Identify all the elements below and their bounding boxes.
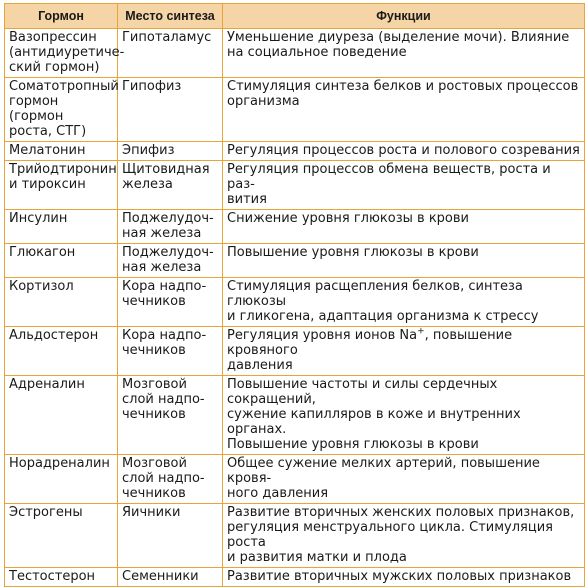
- table-row: [5, 78, 585, 142]
- hormone-cell: Инсулин: [5, 210, 118, 244]
- site-cell: Эпифиз: [118, 142, 223, 161]
- table-row: [5, 455, 585, 504]
- header-hormone: Гормон: [5, 4, 118, 29]
- functions-cell: Регуляция процессов роста и полового созревания: [223, 142, 585, 161]
- site-cell: Кора надпо- чечников: [118, 278, 223, 327]
- hormone-cell: Глюкагон: [5, 244, 118, 278]
- hormone-table: [4, 3, 585, 587]
- site-cell: Поджелудоч- ная железа: [118, 244, 223, 278]
- table-row: [5, 210, 585, 244]
- hormone-cell: Кортизол: [5, 278, 118, 327]
- functions-cell: Общее сужение мелких артерий, повышение кровя- ного давления: [223, 455, 585, 504]
- table-row: [5, 142, 585, 161]
- table-row: [5, 504, 585, 568]
- table-row: [5, 161, 585, 210]
- site-cell: Гипоталамус: [118, 29, 223, 78]
- hormone-cell: Вазопрессин (антидиуретиче- ский гормон): [5, 29, 118, 78]
- functions-cell: Стимуляция расщепления белков, синтеза глюкозы и гликогена, адаптация организма к стрессу: [223, 278, 585, 327]
- table-row: [5, 29, 585, 78]
- site-cell: Кора надпо- чечников: [118, 327, 223, 376]
- functions-text-post: , повышение кровяного давления: [227, 328, 513, 373]
- superscript-plus: +: [417, 326, 425, 337]
- table-row: [5, 244, 585, 278]
- functions-cell: Снижение уровня глюкозы в крови: [223, 210, 585, 244]
- table-row: [5, 376, 585, 455]
- table-row: [5, 327, 585, 376]
- hormone-cell: Адреналин: [5, 376, 118, 455]
- hormone-cell: Эстрогены: [5, 504, 118, 568]
- hormone-cell: Соматотропный гормон (гормон роста, СТГ): [5, 78, 118, 142]
- functions-cell: Уменьшение диуреза (выделение мочи). Влияние на социальное поведение: [223, 29, 585, 78]
- site-cell: Щитовидная железа: [118, 161, 223, 210]
- functions-cell: Повышение уровня глюкозы в крови: [223, 244, 585, 278]
- hormone-cell: Норадреналин: [5, 455, 118, 504]
- site-cell: Гипофиз: [118, 78, 223, 142]
- functions-cell: Повышение частоты и силы сердечных сокращений, сужение капилляров в коже и внутренних органах. Повышение уровня глюкозы в крови: [223, 376, 585, 455]
- hormone-cell: Альдостерон: [5, 327, 118, 376]
- hormone-cell: Мелатонин: [5, 142, 118, 161]
- site-cell: Яичники: [118, 504, 223, 568]
- hormone-cell: Трийодтиронин и тироксин: [5, 161, 118, 210]
- functions-cell: [223, 327, 585, 376]
- functions-cell: Развитие вторичных женских половых признаков, регуляция менструального цикла. Стимуляция роста и развития матки и плода: [223, 504, 585, 568]
- header-row: [5, 4, 585, 29]
- table-row: [5, 568, 585, 587]
- site-cell: Семенники: [118, 568, 223, 587]
- table-row: [5, 278, 585, 327]
- functions-cell: Стимуляция синтеза белков и ростовых процессов организма: [223, 78, 585, 142]
- site-cell: Поджелудоч- ная железа: [118, 210, 223, 244]
- site-cell: Мозговой слой надпо- чечников: [118, 376, 223, 455]
- hormone-cell: Тестостерон: [5, 568, 118, 587]
- functions-cell: Регуляция процессов обмена веществ, роста и раз- вития: [223, 161, 585, 210]
- header-functions: Функции: [223, 4, 585, 29]
- site-cell: Мозговой слой надпо- чечников: [118, 455, 223, 504]
- header-site: Место синтеза: [118, 4, 223, 29]
- functions-text-pre: Регуляция уровня ионов Na: [227, 328, 418, 343]
- functions-cell: Развитие вторичных мужских половых признаков: [223, 568, 585, 587]
